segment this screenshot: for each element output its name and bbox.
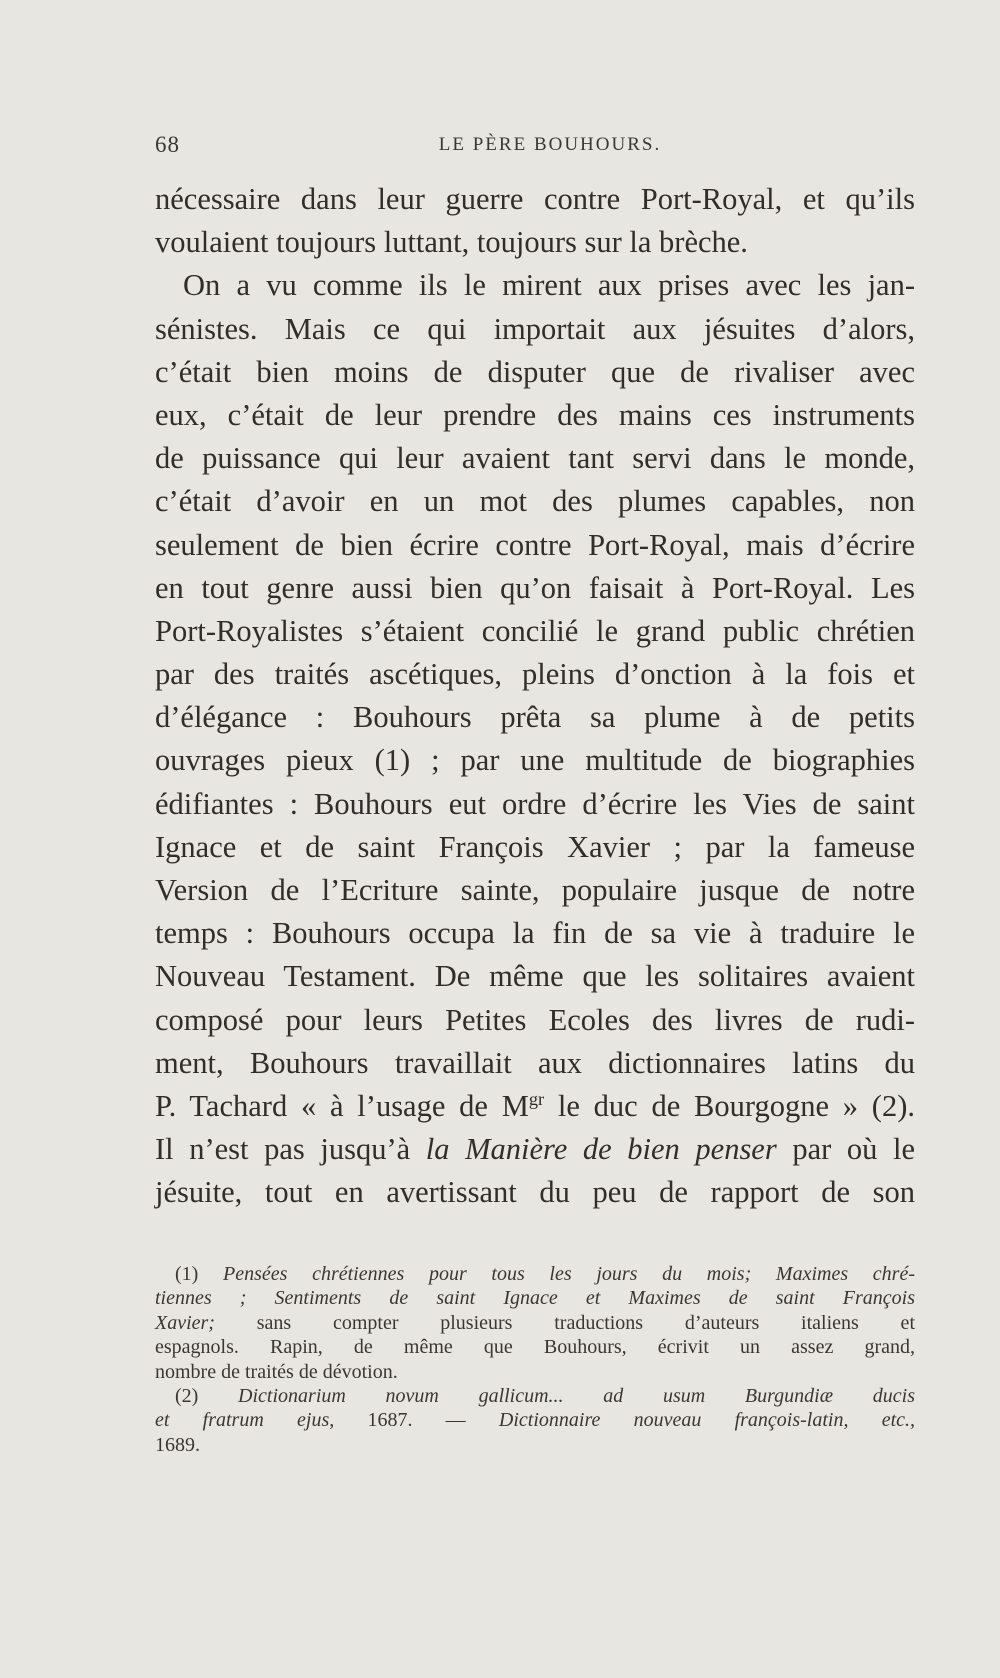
footnote-text: sans compter plusieurs traductions d’auteurs italiens et bbox=[214, 1311, 915, 1334]
text-line: en tout genre aussi bien qu’on faisait à Port-Royal. Les bbox=[155, 570, 915, 605]
text-line: temps : Bouhours occupa la fin de sa vie à traduire le bbox=[155, 916, 915, 951]
text-line: composé pour leurs Petites Ecoles des livres de rudi- bbox=[155, 1002, 915, 1037]
footnote-italic: Xavier; bbox=[155, 1311, 215, 1334]
running-title: LE PÈRE BOUHOURS. bbox=[438, 134, 662, 155]
footnote-line: 1689. bbox=[155, 1433, 200, 1456]
text-line: d’élégance : Bouhours prêta sa plume à de petits bbox=[155, 700, 915, 735]
text-segment: Il n’est pas jusqu’à bbox=[155, 1132, 426, 1167]
footnote-line: espagnols. Rapin, de même que Bouhours, écrivit un assez grand, bbox=[155, 1336, 915, 1359]
text-line: ouvrages pieux (1) ; par une multitude de biographies bbox=[155, 743, 915, 778]
page-header bbox=[155, 132, 915, 166]
footnote-italic: Dictionarium novum gallicum... ad usum Burgundiæ ducis bbox=[238, 1384, 916, 1407]
text-line: ment, Bouhours travaillait aux dictionnaires latins du bbox=[155, 1045, 915, 1080]
footnote-line bbox=[155, 1262, 915, 1286]
text-segment: P. Tachard « à l’usage de M bbox=[155, 1088, 529, 1123]
page-number: 68 bbox=[155, 132, 180, 157]
footnote-line bbox=[155, 1311, 915, 1335]
text-line: Ignace et de saint François Xavier ; par la fameuse bbox=[155, 829, 915, 864]
text-line: c’était bien moins de disputer que de rivaliser avec bbox=[155, 354, 915, 389]
footnote-line: nombre de traités de dévotion. bbox=[155, 1360, 398, 1383]
text-line: de puissance qui leur avaient tant servi dans le monde, bbox=[155, 441, 915, 476]
text-line bbox=[155, 1085, 915, 1128]
footnote-italic: Pensées chrétiennes pour tous les jours du mois; Maximes chré- bbox=[223, 1263, 915, 1285]
text-line: c’était d’avoir en un mot des plumes capables, non bbox=[155, 484, 915, 519]
footnote-line bbox=[155, 1384, 915, 1408]
superscript: gr bbox=[528, 1088, 545, 1109]
text-line: eux, c’était de leur prendre des mains ces instruments bbox=[155, 397, 915, 432]
footnote-number: (1) bbox=[175, 1263, 223, 1285]
text-line: seulement de bien écrire contre Port-Royal, mais d’écrire bbox=[155, 527, 915, 562]
footnote-line bbox=[155, 1286, 915, 1310]
text-line: Port-Royalistes s’étaient concilié le grand public chrétien bbox=[155, 613, 915, 648]
text-line: édifiantes : Bouhours eut ordre d’écrire les Vies de saint bbox=[155, 786, 915, 821]
text-segment: par où le bbox=[776, 1132, 915, 1167]
text-line: On a vu comme ils le mirent aux prises avec les jan- bbox=[183, 268, 915, 303]
body-text bbox=[155, 178, 915, 1215]
footnotes bbox=[155, 1262, 915, 1457]
text-line bbox=[155, 1128, 915, 1171]
text-line: voulaient toujours luttant, toujours sur la brèche. bbox=[155, 225, 748, 260]
text-line: Nouveau Testament. De même que les solitaires avaient bbox=[155, 959, 915, 994]
italic-title: la Manière de bien penser bbox=[425, 1132, 777, 1167]
footnote-line bbox=[155, 1408, 915, 1432]
text-line: jésuite, tout en avertissant du peu de rapport de son bbox=[155, 1175, 915, 1210]
footnote-italic: Dictionnaire nouveau françois-latin, etc., bbox=[498, 1409, 916, 1432]
footnote-number: (2) bbox=[175, 1384, 239, 1407]
text-line: nécessaire dans leur guerre contre Port-Royal, et qu’ils bbox=[155, 182, 915, 216]
footnote-italic: et fratrum ejus, bbox=[155, 1409, 335, 1432]
text-line: par des traités ascétiques, pleins d’onction à la fois et bbox=[155, 657, 915, 692]
text-line: sénistes. Mais ce qui importait aux jésuites d’alors, bbox=[155, 311, 915, 346]
text-segment: le duc de Bourgogne » (2). bbox=[544, 1088, 915, 1123]
text-line: Version de l’Ecriture sainte, populaire jusque de notre bbox=[155, 873, 915, 907]
footnote-italic: tiennes ; Sentiments de saint Ignace et Maximes de saint François bbox=[155, 1287, 915, 1310]
footnote-text: 1687. — bbox=[334, 1409, 499, 1432]
